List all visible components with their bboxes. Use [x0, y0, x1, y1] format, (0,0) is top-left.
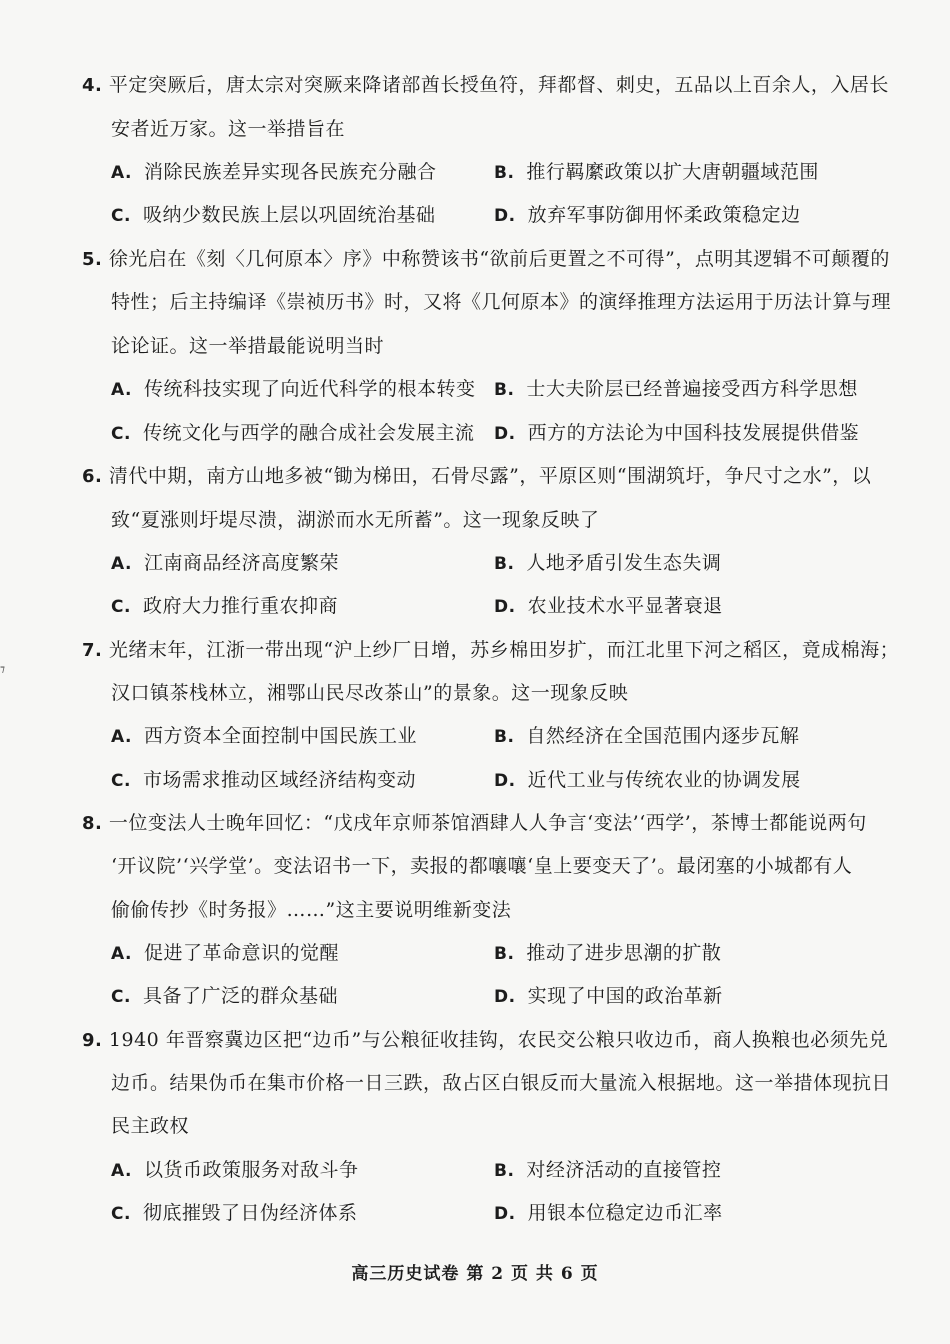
question-5-option-b: B. 士大夫阶层已经普遍接受西方科学思想	[494, 378, 858, 400]
margin-mark: ⁊	[0, 664, 5, 675]
question-4-option-c: C. 吸纳少数民族上层以巩固统治基础	[111, 204, 436, 226]
question-8-stem-line-3: 偷偷传抄《时务报》……”这主要说明维新变法	[111, 899, 512, 921]
question-4-option-a: A. 消除民族差异实现各民族充分融合	[111, 161, 437, 183]
question-7-option-c: C. 市场需求推动区域经济结构变动	[111, 769, 416, 791]
question-7-option-a: A. 西方资本全面控制中国民族工业	[111, 725, 417, 747]
question-5-stem-line-3: 论论证。这一举措最能说明当时	[111, 335, 385, 357]
question-4-number: 4.	[82, 75, 103, 96]
question-5-number: 5.	[82, 249, 103, 270]
page-footer: 高三历史试卷 第 2 页 共 6 页	[351, 1264, 599, 1284]
question-8-option-a: A. 促进了革命意识的觉醒	[111, 942, 339, 964]
question-8-option-c: C. 具备了广泛的群众基础	[111, 985, 338, 1007]
question-9-option-d: D. 用银本位稳定边币汇率	[494, 1202, 723, 1224]
question-4-option-d: D. 放弃军事防御用怀柔政策稳定边	[494, 204, 801, 226]
question-5-option-a: A. 传统科技实现了向近代科学的根本转变	[111, 378, 476, 400]
question-6-option-a: A. 江南商品经济高度繁荣	[111, 552, 339, 574]
question-6-option-c: C. 政府大力推行重农抑商	[111, 595, 338, 617]
question-9-stem-line-3: 民主政权	[111, 1115, 190, 1137]
question-9-number: 9.	[82, 1030, 103, 1051]
question-9-option-c: C. 彻底摧毁了日伪经济体系	[111, 1202, 358, 1224]
question-9-stem-line-1: 9. 1940 年晋察冀边区把“边币”与公粮征收挂钩，农民交公粮只收边币，商人换粮也必须先兑	[82, 1029, 889, 1051]
question-8-number: 8.	[82, 813, 103, 834]
question-8-stem-line-2: ‘开议院’‘兴学堂’。变法诏书一下，卖报的都嚷嚷‘皇上要变天了’。最闭塞的小城都有人	[111, 855, 853, 877]
question-7-number: 7.	[82, 640, 103, 661]
question-4-stem-line-1: 4. 平定突厥后，唐太宗对突厥来降诸部酋长授鱼符，拜都督、刺史，五品以上百余人，入居长	[82, 74, 889, 96]
question-9-option-b: B. 对经济活动的直接管控	[494, 1159, 722, 1181]
question-6-stem-line-2: 致“夏涨则圩堤尽溃，湖淤而水无所蓄”。这一现象反映了	[111, 509, 600, 531]
question-8-stem-line-1: 8. 一位变法人士晚年回忆：“戊戌年京师茶馆酒肆人人争言‘变法’‘西学’，茶博士都能说两句	[82, 812, 867, 834]
question-4-option-b: B. 推行羁縻政策以扩大唐朝疆域范围	[494, 161, 819, 183]
question-9-stem-line-2: 边币。结果伪币在集市价格一日三跌，敌占区白银反而大量流入根据地。这一举措体现抗日	[111, 1072, 892, 1094]
question-6-option-d: D. 农业技术水平显著衰退	[494, 595, 723, 617]
question-5-stem-line-2: 特性；后主持编译《崇祯历书》时，又将《几何原本》的演绎推理方法运用于历法计算与理	[111, 291, 892, 313]
question-9-option-a: A. 以货币政策服务对敌斗争	[111, 1159, 359, 1181]
question-5-option-d: D. 西方的方法论为中国科技发展提供借鉴	[494, 422, 860, 444]
question-7-option-b: B. 自然经济在全国范围内逐步瓦解	[494, 725, 800, 747]
question-5-option-c: C. 传统文化与西学的融合成社会发展主流	[111, 422, 475, 444]
question-6-stem-line-1: 6. 清代中期，南方山地多被“锄为梯田，石骨尽露”，平原区则“围湖筑圩，争尺寸之水”，以	[82, 465, 872, 487]
question-8-option-b: B. 推动了进步思潮的扩散	[494, 942, 722, 964]
question-8-option-d: D. 实现了中国的政治革新	[494, 985, 723, 1007]
question-5-stem-line-1: 5. 徐光启在《刻〈几何原本〉序》中称赞该书“欲前后更置之不可得”，点明其逻辑不可颠覆的	[82, 248, 890, 270]
question-4-stem-line-2: 安者近万家。这一举措旨在	[111, 118, 346, 140]
question-6-option-b: B. 人地矛盾引发生态失调	[494, 552, 722, 574]
question-7-option-d: D. 近代工业与传统农业的协调发展	[494, 769, 801, 791]
question-6-number: 6.	[82, 466, 103, 487]
question-7-stem-line-2: 汉口镇茶栈林立，湘鄂山民尽改茶山”的景象。这一现象反映	[111, 682, 629, 704]
question-7-stem-line-1: 7. 光绪末年，江浙一带出现“沪上纱厂日增，苏乡棉田岁扩，而江北里下河之稻区，竟成棉海；	[82, 639, 900, 661]
